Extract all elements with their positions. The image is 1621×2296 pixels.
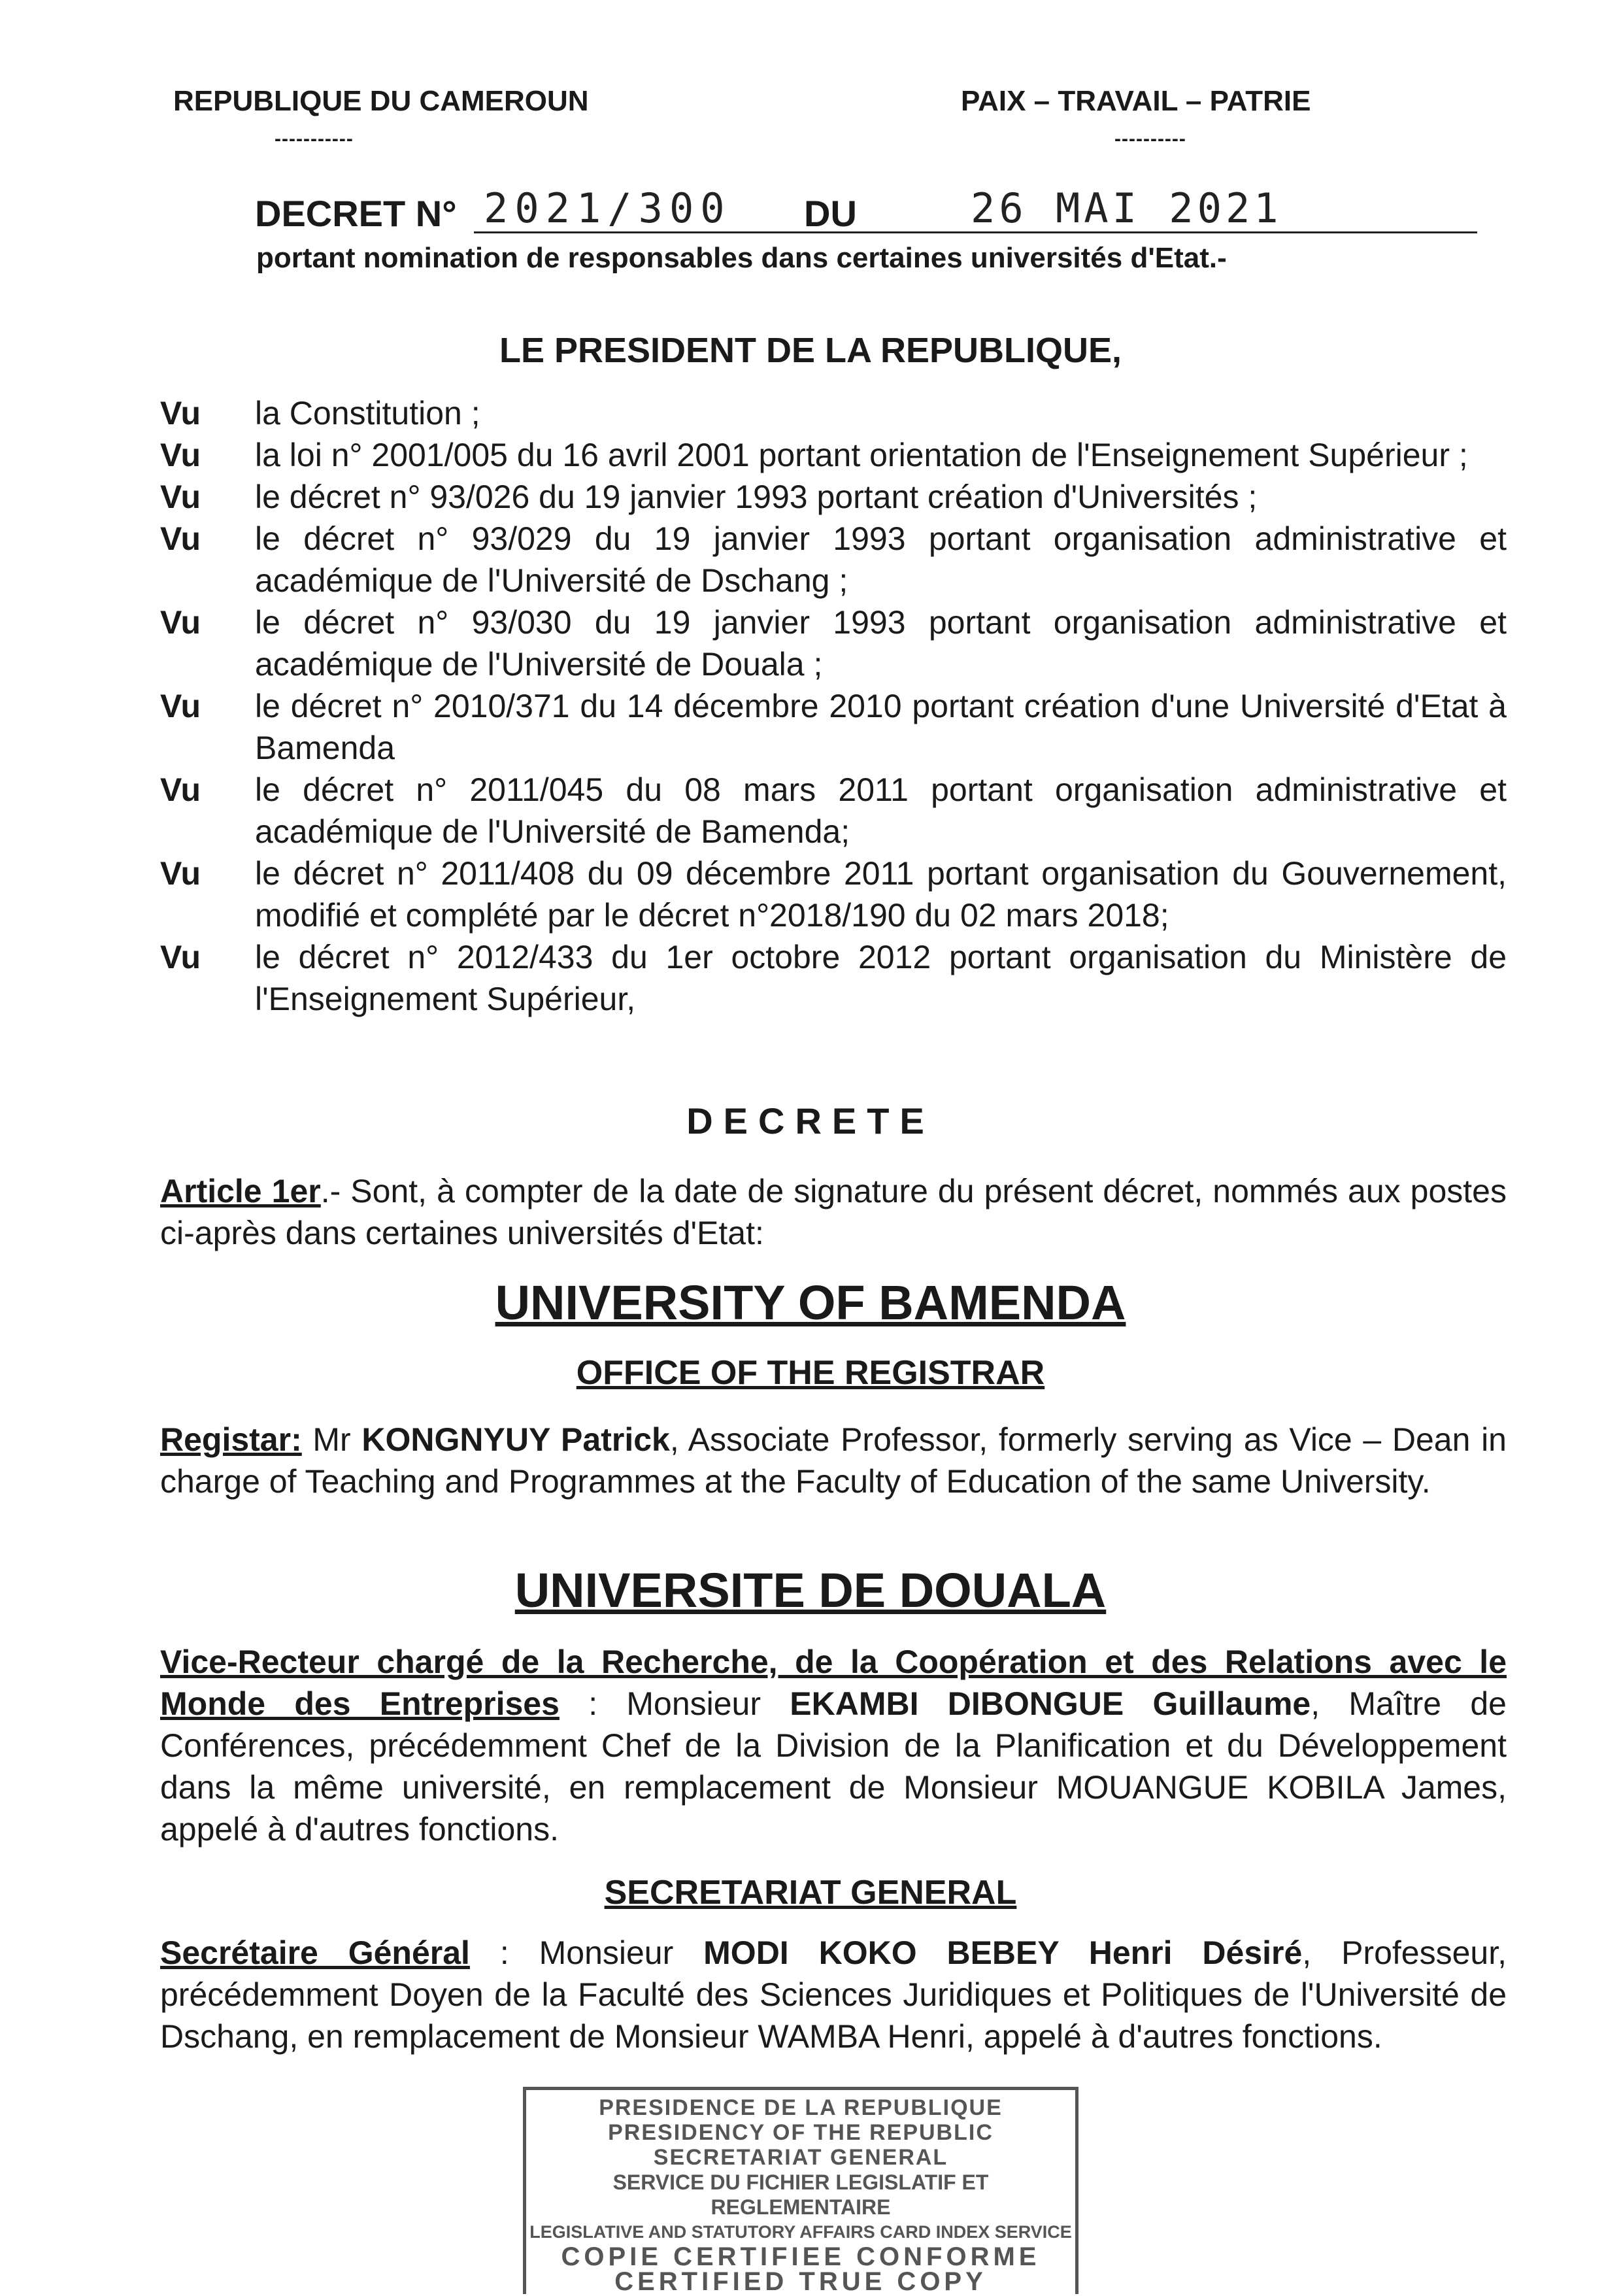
secretariat-general-heading: SECRETARIAT GENERAL [604,1874,1017,1912]
name-prefix: Mr [301,1421,362,1458]
registrar-details: , Associate Professor, formerly serving as Vice – Dean in charge of Teaching and Programmes at the Faculty of Education of the same University. [160,1421,1507,1500]
article-1-label: Article 1er [160,1173,321,1209]
vu-text: le décret n° 93/030 du 19 janvier 1993 portant organisation administrative et académique de l'Université de Douala ; [255,604,1507,683]
article-1 [160,1170,1507,1254]
vu-text: la Constitution ; [255,395,480,431]
university-bamenda-title: UNIVERSITY OF BAMENDA [495,1275,1126,1330]
name-prefix: : Monsieur [559,1685,790,1722]
secretary-general-appointment [160,1932,1507,2057]
secretary-general-role: Secrétaire Général [160,1934,470,1971]
vu-text: le décret n° 2012/433 du 1er octobre 2012 portant organisation du Ministère de l'Enseignement Supérieur, [255,939,1507,1017]
registrar-role: Registar: [160,1421,302,1458]
national-motto: PAIX – TRAVAIL – PATRIE [961,85,1311,117]
vu-item [160,853,1507,936]
vu-item [160,685,1507,769]
vu-item [160,518,1507,601]
vu-label: Vu [160,437,201,473]
secretary-general-name: MODI KOKO BEBEY Henri Désiré [703,1934,1303,1971]
office-registrar-heading: OFFICE OF THE REGISTRAR [576,1354,1045,1392]
vu-label: Vu [160,771,201,808]
stamp-line: SERVICE DU FICHIER LEGISLATIF ET REGLEMENTAIRE [612,2170,989,2219]
header-left-divider: ----------- [275,128,354,150]
vu-item [160,392,1507,434]
vu-list [160,392,1507,1020]
vu-item [160,769,1507,853]
stamp-line: PRESIDENCE DE LA REPUBLIQUE [599,2095,1003,2120]
vu-item [160,476,1507,518]
stamp-line: COPIE CERTIFIEE CONFORME [561,2242,1041,2271]
header-right-divider: ---------- [1114,128,1186,150]
decree-subject: portant nomination de responsables dans certaines universités d'Etat.- [256,242,1227,274]
vu-label: Vu [160,395,201,431]
vu-label: Vu [160,855,201,892]
vu-text: la loi n° 2001/005 du 16 avril 2001 portant orientation de l'Enseignement Supérieur ; [255,437,1468,473]
stamp-line: CERTIFIED TRUE COPY [614,2267,987,2296]
vu-label: Vu [160,479,201,515]
vu-label: Vu [160,939,201,975]
vu-item [160,936,1507,1020]
vice-rector-appointment [160,1641,1507,1850]
name-prefix: : Monsieur [469,1934,704,1971]
registrar-name: KONGNYUY Patrick [361,1421,670,1458]
decree-label: DECRET N° [255,193,457,234]
decrete-heading: DECRETE [686,1100,935,1141]
vice-rector-name: EKAMBI DIBONGUE Guillaume [790,1685,1311,1722]
vu-label: Vu [160,604,201,641]
university-douala-title: UNIVERSITE DE DOUALA [514,1563,1107,1617]
vu-item [160,601,1507,685]
secretary-general-details: , Professeur, précédemment Doyen de la Faculté des Sciences Juridiques et Politiques de l'Université de Dschang, en remplacement de Monsieur WAMBA Henri, appelé à d'autres fonctions. [160,1934,1507,2055]
vu-text: le décret n° 2011/408 du 09 décembre 2011 portant organisation du Gouvernement, modifié et complété par le décret n°2018/190 du 02 mars 2018; [255,855,1507,934]
vu-label: Vu [160,520,201,557]
stamp-line: SECRETARIAT GENERAL [653,2145,948,2170]
decree-number: 2021/300 [484,184,731,232]
vice-rector-details: , Maître de Conférences, précédemment Chef de la Division de la Planification et du Développement dans la même université, en remplacement de Monsieur MOUANGUE KOBILA James, appelé à d'autres fonctions. [160,1685,1507,1848]
vu-item [160,434,1507,476]
vu-text: le décret n° 93/026 du 19 janvier 1993 portant création d'Universités ; [255,479,1258,515]
vice-rector-role: Vice-Recteur chargé de la Recherche, de la Coopération et des Relations avec le Monde des Entreprises [160,1644,1507,1722]
du-label: DU [804,193,857,234]
vu-text: le décret n° 2011/045 du 08 mars 2011 portant organisation administrative et académique de l'Université de Bamenda; [255,771,1507,850]
stamp-line: PRESIDENCY OF THE REPUBLIC [608,2120,994,2145]
decree-number-line [255,183,1471,235]
stamp-line: LEGISLATIVE AND STATUTORY AFFAIRS CARD INDEX SERVICE [529,2222,1072,2242]
certification-stamp [523,2087,1078,2294]
registrar-appointment [160,1419,1507,1502]
decree-date: 26 MAI 2021 [971,184,1282,232]
country-name: REPUBLIQUE DU CAMEROUN [173,85,589,117]
vu-text: le décret n° 2010/371 du 14 décembre 2010 portant création d'une Université d'Etat à Bamenda [255,688,1507,766]
vu-label: Vu [160,688,201,724]
vu-text: le décret n° 93/029 du 19 janvier 1993 portant organisation administrative et académique de l'Université de Dschang ; [255,520,1507,599]
article-1-text: .- Sont, à compter de la date de signature du présent décret, nommés aux postes ci-après dans certaines universités d'Etat: [160,1173,1507,1251]
president-heading: LE PRESIDENT DE LA REPUBLIQUE, [499,331,1122,370]
